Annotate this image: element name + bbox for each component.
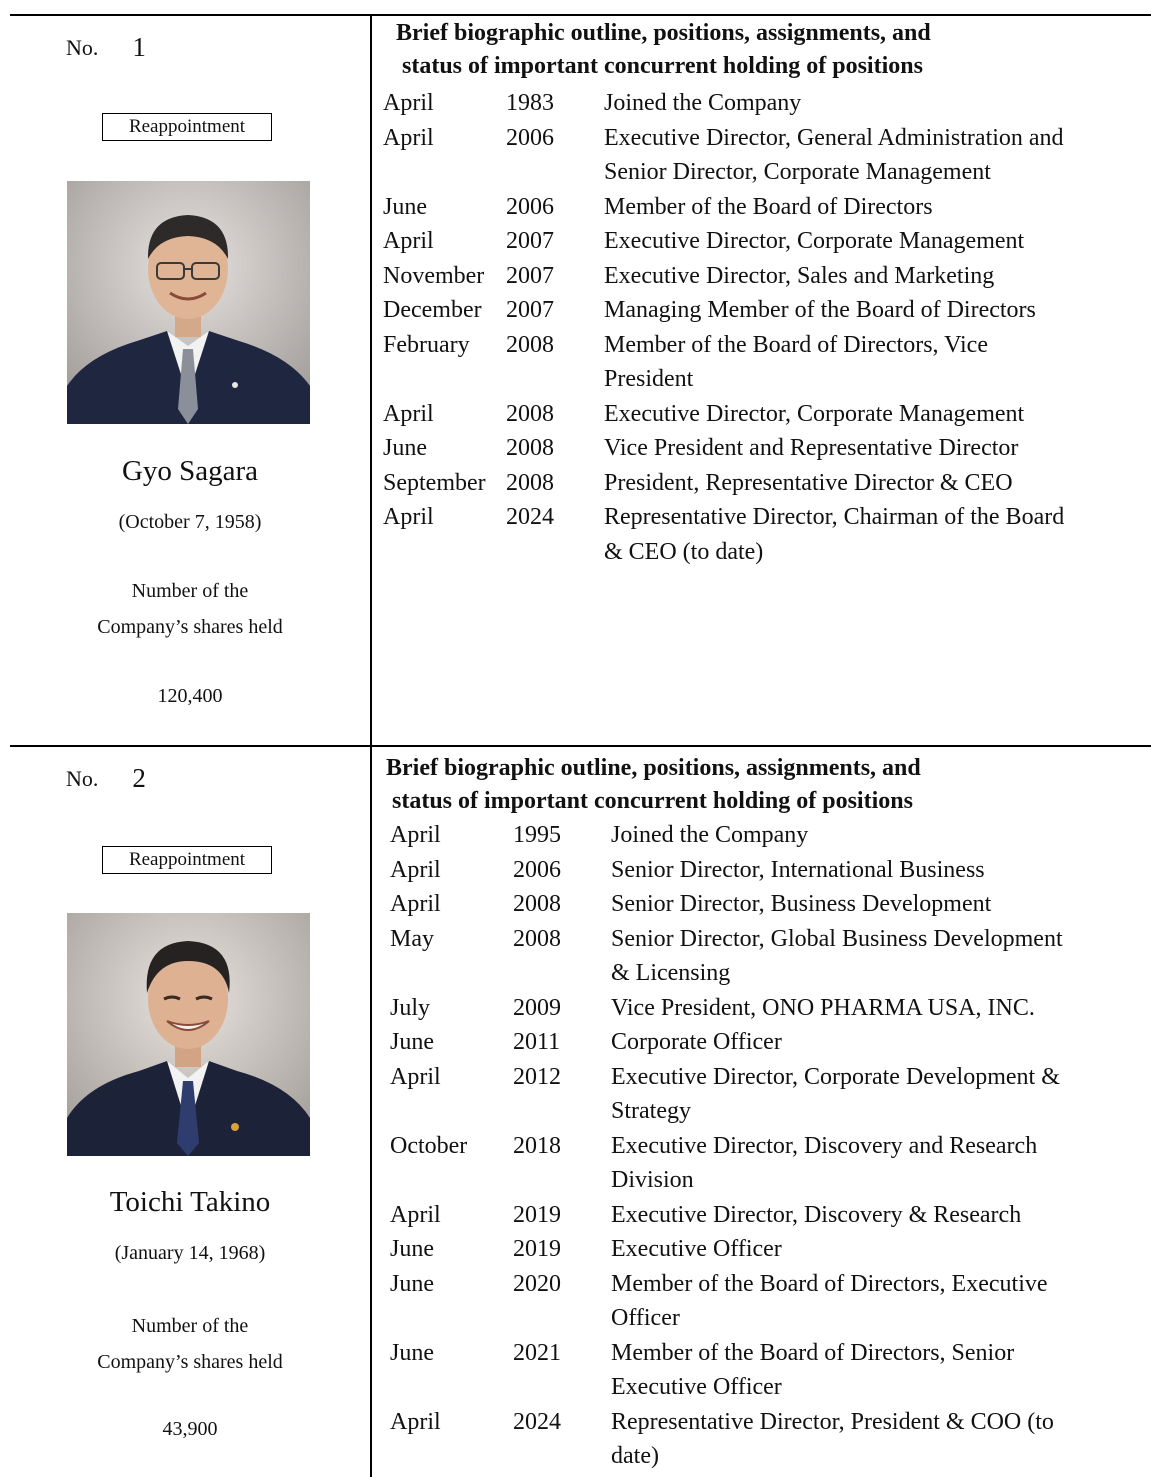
history-description-line: & Licensing (611, 960, 731, 986)
history-year: 2011 (513, 1029, 561, 1055)
history-month: February (383, 331, 470, 358)
history-month: April (390, 1201, 441, 1228)
history-year: 2007 (506, 228, 554, 254)
history-description-line: Vice President and Representative Director (604, 435, 1019, 461)
history-year: 2021 (513, 1339, 561, 1366)
history-month: April (383, 90, 434, 116)
history-description-line: Division (611, 1167, 694, 1193)
history-year: 2008 (506, 469, 554, 496)
history-description (611, 1405, 1054, 1474)
candidate-1-career (383, 17, 1151, 565)
history-description (604, 466, 1013, 501)
candidate-photo (67, 913, 310, 1156)
history-year: 2006 (506, 193, 554, 220)
history-description-line: Executive Director, Discovery and Research (611, 1132, 1038, 1159)
history-month: April (390, 1408, 441, 1435)
history-description-line: Executive Director, General Administration and (604, 124, 1064, 151)
history-description-line: Executive Director, Sales and Marketing (604, 262, 995, 289)
history-row (383, 86, 1064, 121)
history-description-line: Corporate Officer (611, 1029, 782, 1055)
history-description-line: Executive Director, Corporate Management (604, 400, 1025, 427)
history-month: June (383, 435, 427, 461)
history-description-line: Managing Member of the Board of Directors (604, 297, 1036, 323)
history-description (611, 1198, 1021, 1233)
history-description (611, 887, 991, 922)
candidate-dob: (January 14, 1968) (114, 1242, 266, 1264)
history-month: October (390, 1132, 468, 1159)
history-description (604, 431, 1018, 466)
candidate-2-career (386, 752, 1151, 1469)
history-description-line: & CEO (to date) (604, 538, 764, 565)
history-row (383, 500, 1064, 569)
history-month: April (383, 228, 434, 254)
candidate-number (66, 762, 146, 793)
reappointment-badge: Reappointment (102, 113, 272, 141)
portrait-image (67, 181, 310, 424)
history-description (604, 500, 1064, 569)
history-year: 2024 (506, 504, 554, 530)
history-month: July (390, 994, 431, 1021)
history-description (611, 1025, 782, 1060)
history-description-line: Officer (611, 1305, 680, 1331)
history-year: 2018 (513, 1132, 561, 1159)
candidate-dob: (October 7, 1958) (118, 511, 262, 533)
history-description (611, 991, 1035, 1026)
reappointment-badge: Reappointment (102, 846, 272, 874)
history-row (383, 121, 1064, 190)
history-row (383, 190, 1064, 225)
history-row (383, 466, 1064, 501)
history-year: 1983 (506, 90, 554, 116)
history-description (611, 922, 1063, 991)
history-row (390, 1336, 1063, 1405)
history-description-line: Executive Director, Discovery & Research (611, 1201, 1022, 1228)
history-month: April (383, 504, 434, 530)
history-description-line: Senior Director, International Business (611, 856, 985, 883)
shares-label (10, 1308, 370, 1380)
history-year: 2012 (513, 1063, 561, 1090)
history-year: 1995 (513, 822, 561, 848)
candidate-1-profile (10, 15, 370, 745)
history-row (383, 397, 1064, 432)
candidate-2-profile (10, 746, 370, 1477)
history-month: June (383, 193, 427, 220)
history-month: December (383, 297, 482, 323)
history-description (604, 397, 1024, 432)
history-description (611, 1232, 782, 1267)
column-divider (370, 746, 372, 1477)
history-description (604, 121, 1064, 190)
history-description-line: Member of the Board of Directors, Executive (611, 1270, 1048, 1297)
history-year: 2008 (513, 891, 561, 917)
history-row (390, 887, 1063, 922)
history-row (390, 1060, 1063, 1129)
history-description-line: date) (611, 1443, 659, 1469)
history-year: 2008 (506, 435, 554, 461)
history-year: 2008 (506, 400, 554, 427)
history-row (390, 991, 1063, 1026)
history-year: 2024 (513, 1408, 561, 1435)
history-row (383, 259, 1064, 294)
history-year: 2007 (506, 297, 554, 323)
career-heading-line-1: Brief biographic outline, positions, assignments, and (396, 20, 931, 46)
history-row (383, 224, 1064, 259)
history-year: 2009 (513, 994, 561, 1021)
history-description-line: Vice President, ONO PHARMA USA, INC. (611, 994, 1035, 1021)
history-year: 2019 (513, 1201, 561, 1228)
history-row (390, 1025, 1063, 1060)
history-month: April (383, 400, 434, 427)
history-row (390, 853, 1063, 888)
portrait-image (67, 913, 310, 1156)
history-description-line: Senior Director, Business Development (611, 891, 992, 917)
history-row (383, 431, 1064, 466)
history-month: April (390, 822, 441, 848)
history-description (611, 818, 808, 853)
history-description-line: President (604, 366, 694, 392)
history-description-line: Executive Officer (611, 1374, 782, 1400)
history-row (390, 1198, 1063, 1233)
history-description-line: Senior Director, Corporate Management (604, 159, 991, 185)
shares-value: 43,900 (162, 1418, 218, 1440)
history-month: September (383, 469, 486, 496)
history-year: 2008 (513, 925, 561, 952)
shares-label-line-1: Number of the (131, 580, 249, 602)
history-row (383, 293, 1064, 328)
history-year: 2006 (513, 856, 561, 883)
shares-label-line-1: Number of the (131, 1315, 249, 1337)
career-heading-line-1: Brief biographic outline, positions, assignments, and (386, 755, 921, 781)
history-description (604, 328, 988, 397)
number-value: 1 (132, 32, 146, 62)
history-description-line: Representative Director, President & COO (to (611, 1408, 1054, 1435)
history-description (611, 853, 985, 888)
history-month: June (390, 1236, 434, 1262)
candidate-name: Gyo Sagara (121, 455, 259, 487)
history-description (611, 1267, 1048, 1336)
history-description-line: Member of the Board of Directors, Vice (604, 331, 988, 358)
history-month: May (390, 925, 434, 952)
history-description (611, 1129, 1037, 1198)
history-description (611, 1336, 1014, 1405)
history-description-line: Member of the Board of Directors, Senior (611, 1339, 1015, 1366)
history-year: 2019 (513, 1236, 561, 1262)
history-description-line: Executive Director, Corporate Development & (611, 1063, 1060, 1090)
history-row (390, 1405, 1063, 1474)
history-month: June (390, 1339, 434, 1366)
shares-value: 120,400 (157, 685, 223, 707)
history-description-line: Member of the Board of Directors (604, 193, 933, 220)
history-row (390, 1267, 1063, 1336)
career-heading-line-2: status of important concurrent holding of positions (392, 788, 913, 814)
history-description-line: Strategy (611, 1098, 691, 1124)
history-row (390, 922, 1063, 991)
history-description (604, 86, 801, 121)
career-history-list (390, 818, 1063, 1474)
history-year: 2008 (506, 331, 554, 358)
career-heading-line-2: status of important concurrent holding of positions (402, 53, 923, 79)
history-year: 2006 (506, 124, 554, 151)
history-description (604, 293, 1036, 328)
history-description-line: Joined the Company (611, 822, 809, 848)
history-month: June (390, 1270, 434, 1297)
history-year: 2020 (513, 1270, 561, 1297)
history-month: April (390, 891, 441, 917)
history-month: April (390, 856, 441, 883)
history-description-line: Representative Director, Chairman of the Board (604, 504, 1065, 530)
number-value: 2 (132, 763, 146, 793)
history-description (611, 1060, 1060, 1129)
number-label: No. (66, 35, 99, 60)
candidate-photo (67, 181, 310, 424)
history-month: April (390, 1063, 441, 1090)
history-description (604, 259, 994, 294)
candidate-name: Toichi Takino (109, 1186, 271, 1218)
history-description-line: Joined the Company (604, 90, 802, 116)
shares-label-line-2: Company’s shares held (97, 616, 283, 638)
history-month: June (390, 1029, 434, 1055)
career-heading (396, 17, 1151, 83)
history-description-line: Executive Director, Corporate Management (604, 228, 1025, 254)
history-description-line: President, Representative Director & CEO (604, 469, 1013, 496)
history-row (390, 818, 1063, 853)
column-divider (370, 15, 372, 745)
history-row (383, 328, 1064, 397)
number-label: No. (66, 766, 99, 791)
history-month: April (383, 124, 434, 151)
history-row (390, 1232, 1063, 1267)
history-description-line: Executive Officer (611, 1236, 782, 1262)
history-year: 2007 (506, 262, 554, 289)
history-description (604, 224, 1024, 259)
history-description-line: Senior Director, Global Business Development (611, 925, 1063, 952)
shares-label-line-2: Company’s shares held (97, 1351, 283, 1373)
shares-label (10, 573, 370, 645)
career-history-list (383, 86, 1064, 569)
history-description (604, 190, 933, 225)
candidate-number (66, 31, 146, 62)
history-row (390, 1129, 1063, 1198)
career-heading (386, 752, 1151, 818)
history-month: November (383, 262, 485, 289)
